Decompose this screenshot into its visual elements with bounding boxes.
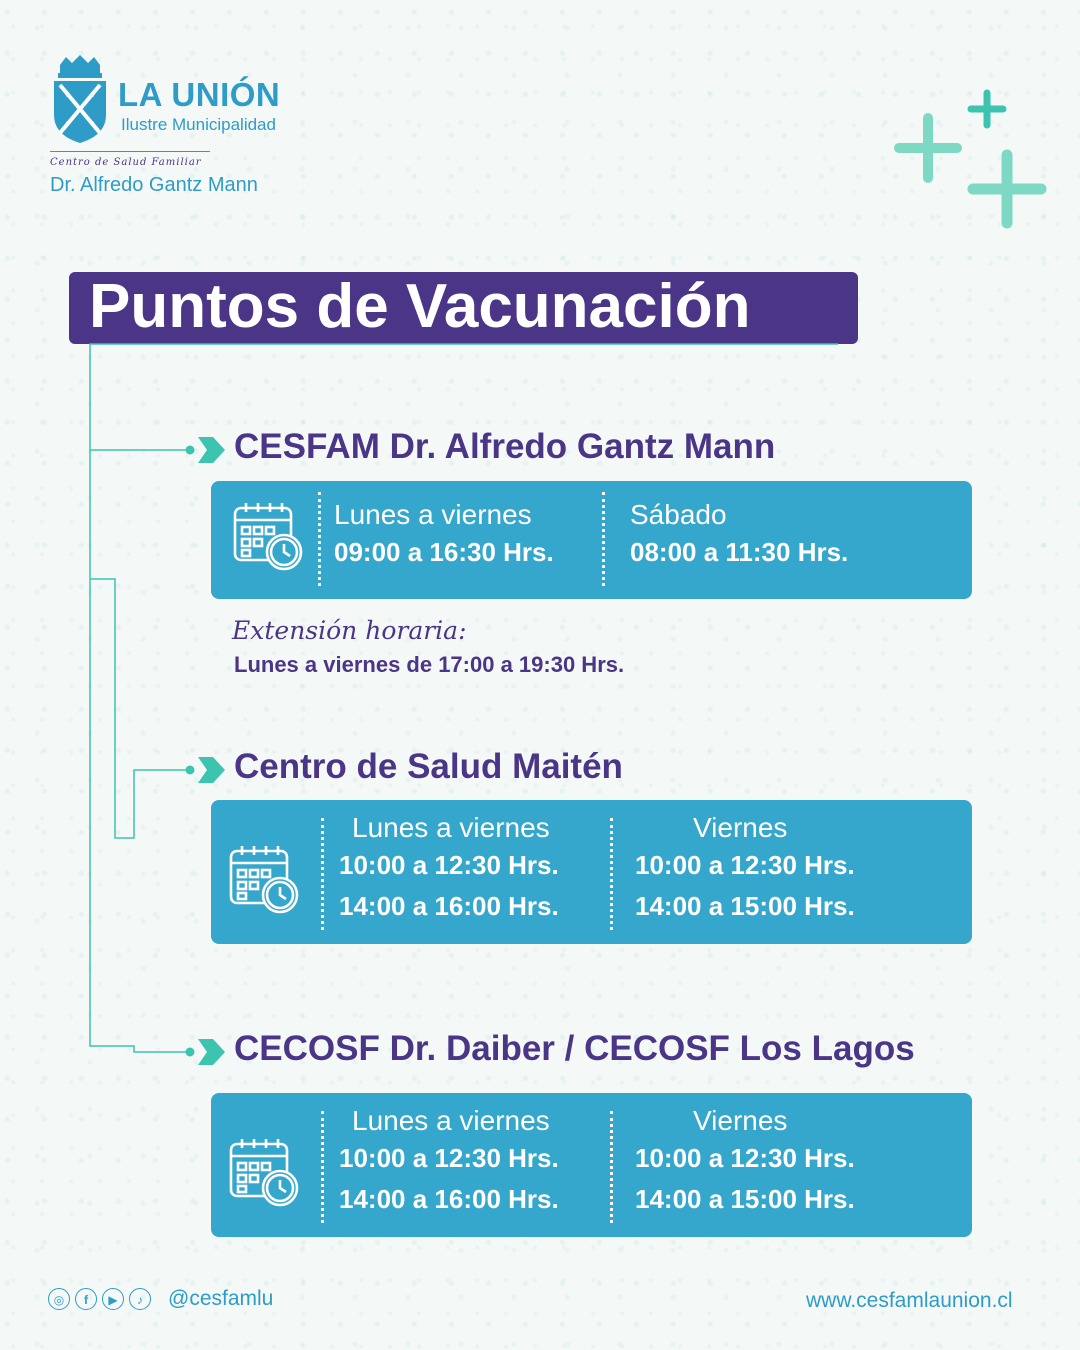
- schedule-card-maiten: [211, 800, 972, 944]
- website-link[interactable]: www.cesfamlaunion.cl: [806, 1289, 1013, 1312]
- friday-schedule: [635, 1104, 855, 1220]
- time-slot: 10:00 a 12:30 Hrs.: [339, 850, 559, 880]
- friday-schedule: [635, 811, 855, 927]
- brand-name: LA UNIÓN: [118, 76, 281, 113]
- schedule-card-cecosf: [211, 1093, 972, 1237]
- weekday-label: Lunes a viernes: [334, 499, 532, 530]
- time-slot: 14:00 a 15:00 Hrs.: [635, 891, 855, 921]
- weekday-label: Lunes a viernes: [352, 812, 550, 843]
- column-divider: [610, 818, 613, 930]
- time-slot: 08:00 a 11:30 Hrs.: [630, 537, 849, 567]
- center-name: Dr. Alfredo Gantz Mann: [50, 174, 258, 196]
- social-icons: [48, 1288, 151, 1310]
- column-divider: [321, 818, 324, 930]
- time-slot: 14:00 a 16:00 Hrs.: [339, 1184, 559, 1214]
- location-title-maiten: Centro de Salud Maitén: [234, 747, 623, 786]
- friday-label: Viernes: [693, 812, 788, 843]
- location-title-cesfam: CESFAM Dr. Alfredo Gantz Mann: [234, 427, 776, 466]
- header-divider: [50, 151, 210, 152]
- time-slot: 09:00 a 16:30 Hrs.: [334, 537, 554, 567]
- calendar-clock-icon: [232, 500, 306, 574]
- weekday-schedule: [339, 1104, 559, 1220]
- page-title: Puntos de Vacunación: [89, 272, 751, 341]
- column-divider: [610, 1111, 613, 1223]
- social-handle[interactable]: @cesfamlu: [168, 1287, 274, 1310]
- extension-text: Lunes a viernes de 17:00 a 19:30 Hrs.: [234, 652, 625, 677]
- location-title-cecosf: CECOSF Dr. Daiber / CECOSF Los Lagos: [234, 1029, 915, 1068]
- brand-subtitle: Ilustre Municipalidad: [121, 115, 276, 134]
- instagram-icon[interactable]: ◎: [48, 1288, 70, 1310]
- tiktok-icon[interactable]: ♪: [129, 1288, 151, 1310]
- calendar-clock-icon: [228, 1136, 302, 1210]
- weekday-schedule: [339, 811, 559, 927]
- schedule-card-cesfam: [211, 481, 972, 599]
- friday-label: Viernes: [693, 1105, 788, 1136]
- column-divider: [321, 1111, 324, 1223]
- calendar-clock-icon: [228, 843, 302, 917]
- time-slot: 10:00 a 12:30 Hrs.: [635, 1143, 855, 1173]
- facebook-icon[interactable]: f: [75, 1288, 97, 1310]
- time-slot: 14:00 a 15:00 Hrs.: [635, 1184, 855, 1214]
- column-divider: [318, 492, 321, 586]
- time-slot: 10:00 a 12:30 Hrs.: [339, 1143, 559, 1173]
- time-slot: 14:00 a 16:00 Hrs.: [339, 891, 559, 921]
- saturday-label: Sábado: [630, 499, 727, 530]
- weekday-label: Lunes a viernes: [352, 1105, 550, 1136]
- column-divider: [602, 492, 605, 586]
- center-label: Centro de Salud Familiar: [50, 157, 202, 168]
- youtube-icon[interactable]: ▶: [102, 1288, 124, 1310]
- municipal-crest-logo: [52, 55, 108, 143]
- time-slot: 10:00 a 12:30 Hrs.: [635, 850, 855, 880]
- saturday-schedule: [630, 498, 848, 573]
- weekday-schedule: [334, 498, 554, 573]
- plus-signs-decoration: [890, 85, 1060, 235]
- extension-title: Extensión horaria:: [232, 616, 467, 645]
